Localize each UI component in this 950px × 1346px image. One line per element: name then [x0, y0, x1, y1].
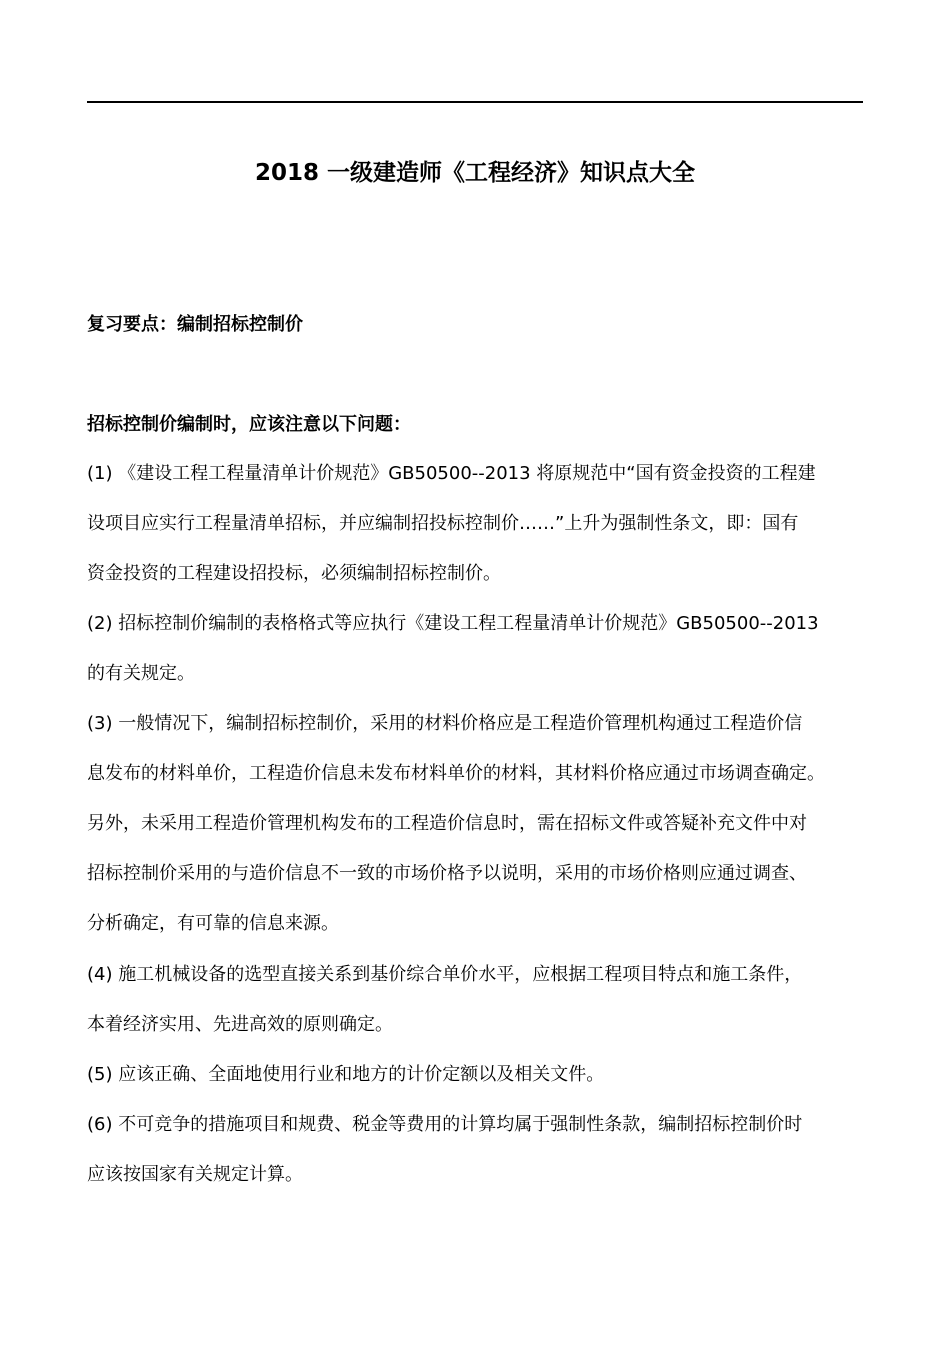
body-line: (6) 不可竞争的措施项目和规费、税金等费用的计算均属于强制性条款，编制招标控制价时 — [87, 1114, 803, 1135]
body-line: 应该按国家有关规定计算。 — [87, 1164, 303, 1185]
body-line: 本着经济实用、先进高效的原则确定。 — [87, 1014, 393, 1035]
document-title: 2018 一级建造师《工程经济》知识点大全 — [254, 160, 696, 186]
body-line: 招标控制价采用的与造价信息不一致的市场价格予以说明，采用的市场价格则应通过调查、 — [87, 863, 807, 884]
body-line: 息发布的材料单价，工程造价信息未发布材料单价的材料，其材料价格应通过市场调查确定。 — [87, 763, 825, 784]
body-line: (3) 一般情况下，编制招标控制价，采用的材料价格应是工程造价管理机构通过工程造价信 — [87, 713, 803, 734]
body-line: 设项目应实行工程量清单招标，并应编制招投标控制价……”上升为强制性条文，即：国有 — [87, 513, 799, 534]
body-line: 的有关规定。 — [87, 663, 195, 684]
header-rule — [87, 101, 863, 103]
review-heading: 复习要点：编制招标控制价 — [87, 314, 303, 335]
body-line: 资金投资的工程建设招投标，必须编制招标控制价。 — [87, 563, 501, 584]
notes-heading: 招标控制价编制时，应该注意以下问题： — [87, 414, 411, 435]
body-line: (4) 施工机械设备的选型直接关系到基价综合单价水平，应根据工程项目特点和施工条件， — [87, 964, 803, 985]
body-line: (1) 《建设工程工程量清单计价规范》GB50500--2013 将原规范中“国有资金投资的工程建 — [87, 463, 816, 484]
body-line: (2) 招标控制价编制的表格格式等应执行《建设工程工程量清单计价规范》GB50500--2013 — [87, 613, 819, 634]
body-line: 另外，未采用工程造价管理机构发布的工程造价信息时，需在招标文件或答疑补充文件中对 — [87, 813, 807, 834]
body-line: 分析确定，有可靠的信息来源。 — [87, 913, 339, 934]
body-line: (5) 应该正确、全面地使用行业和地方的计价定额以及相关文件。 — [87, 1064, 605, 1085]
